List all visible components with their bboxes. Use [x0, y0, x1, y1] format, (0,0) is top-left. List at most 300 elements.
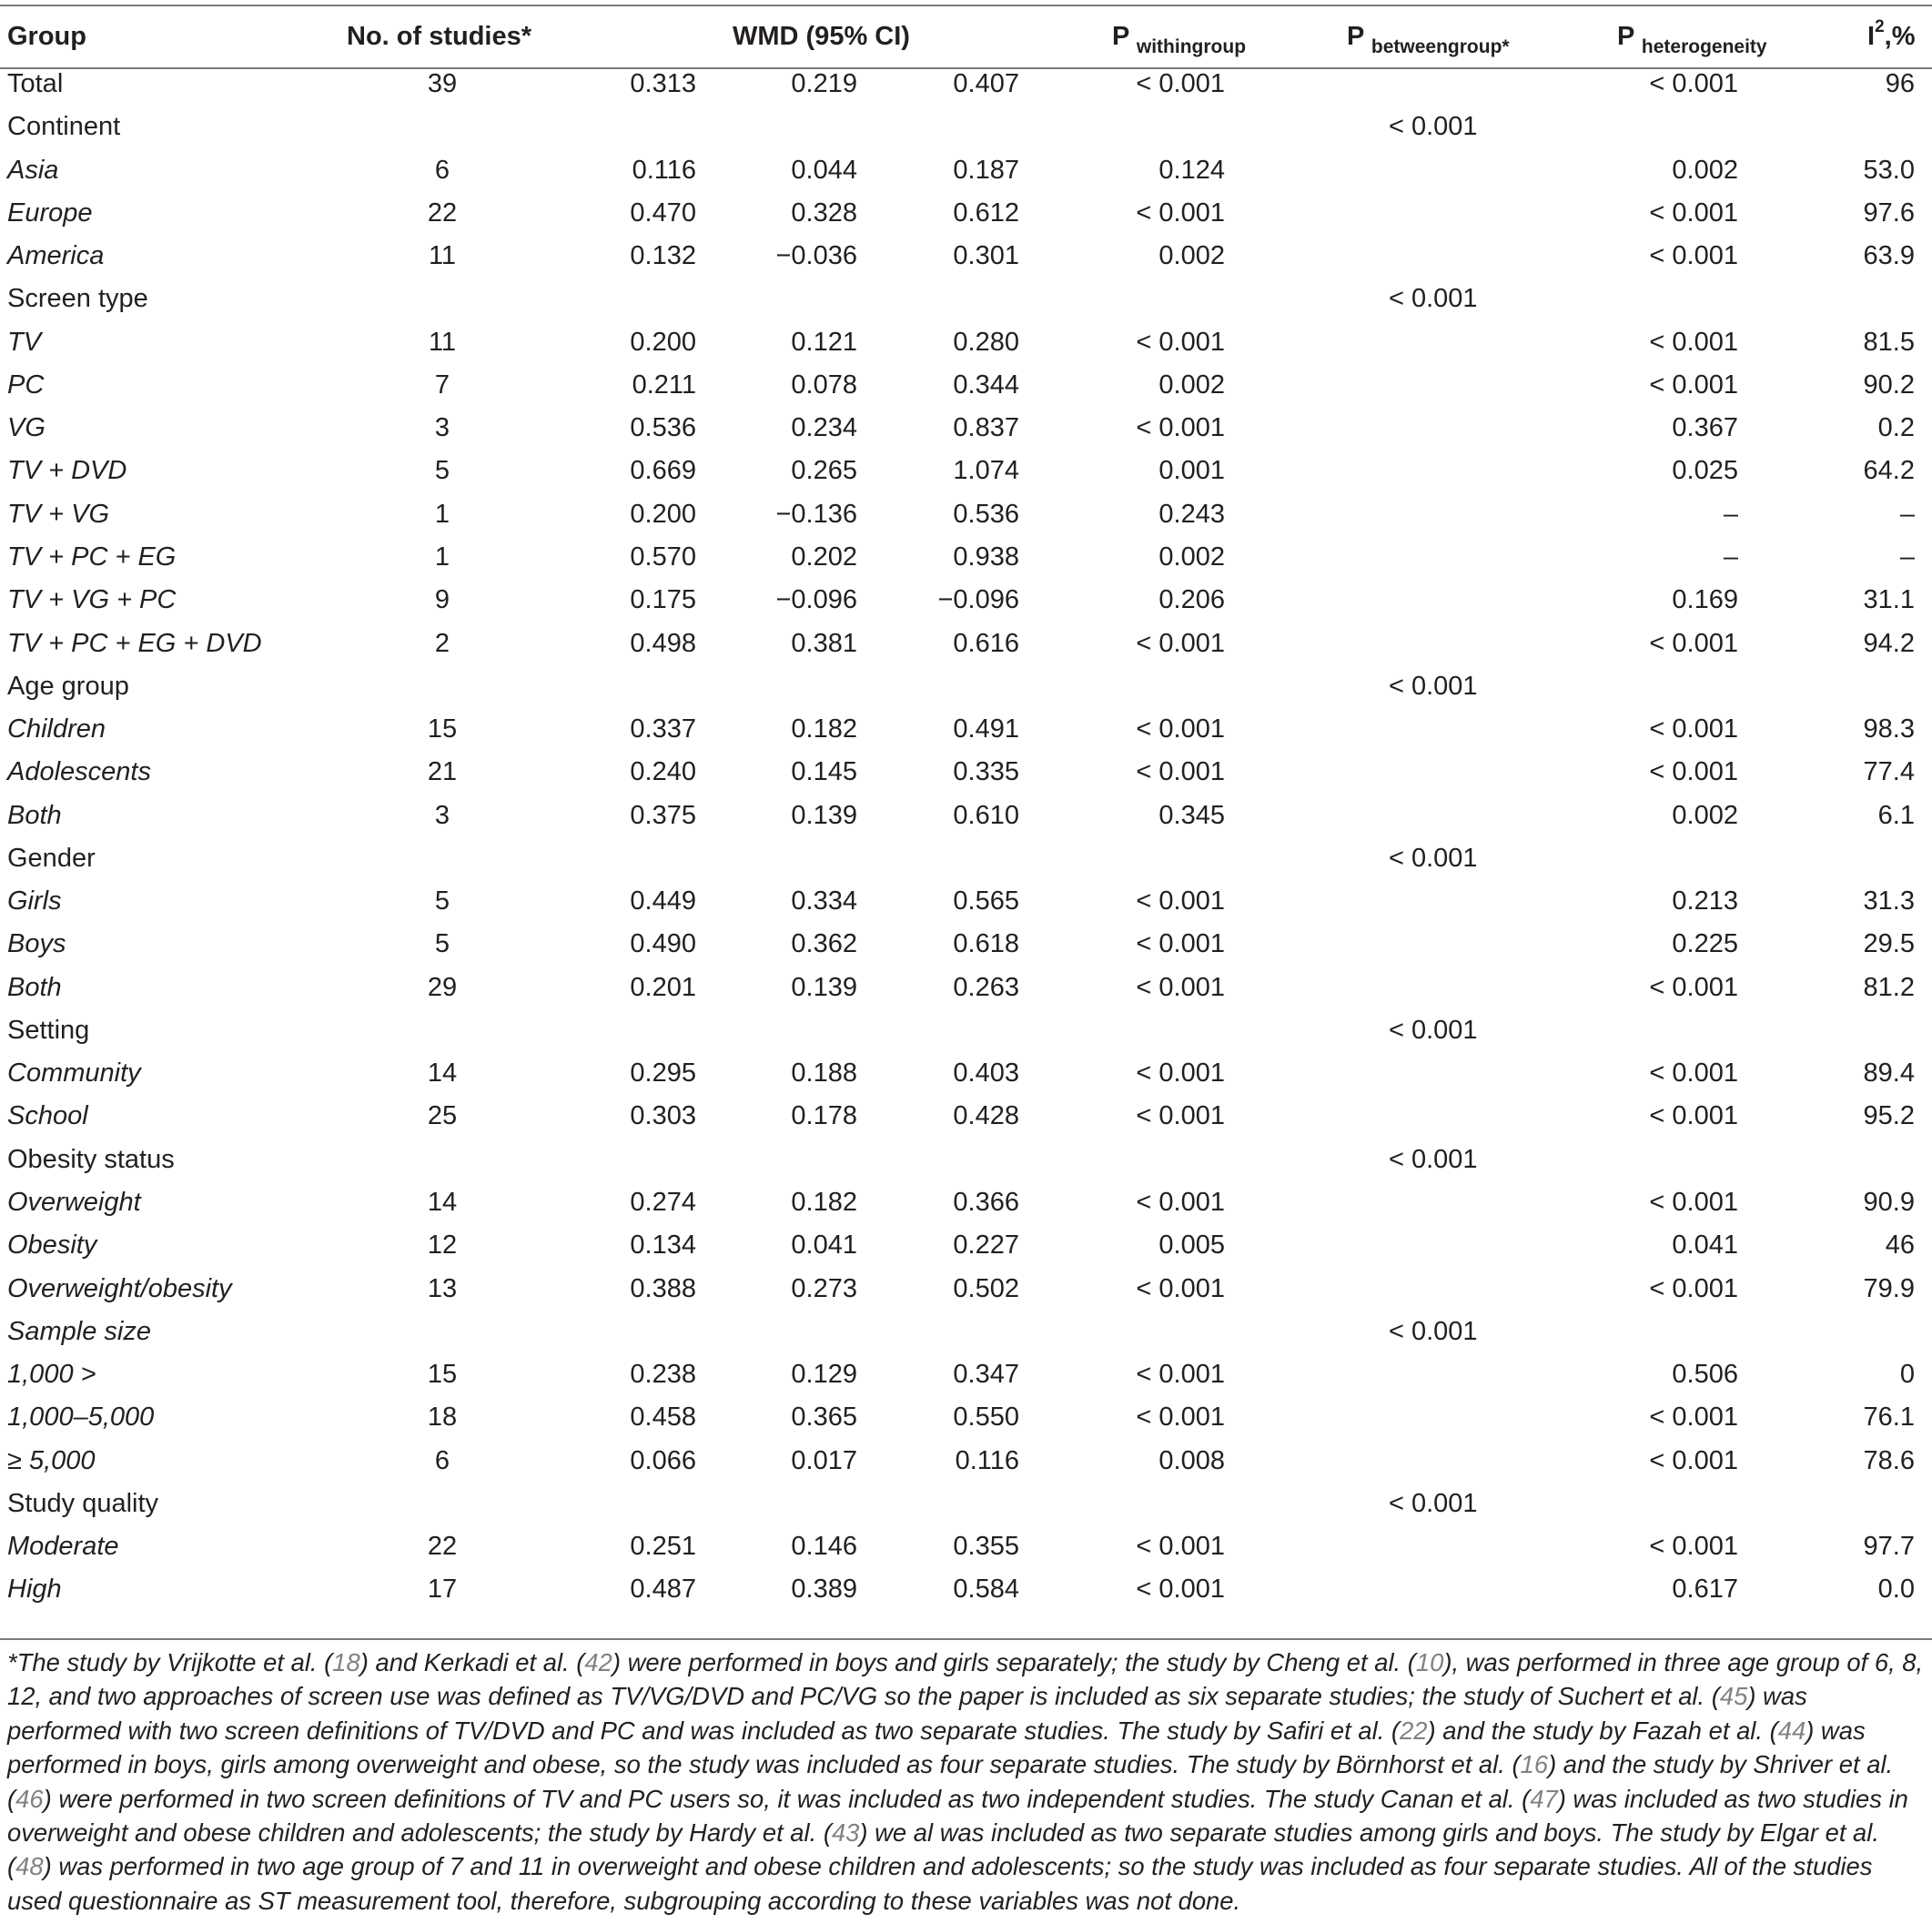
- table-row: [0, 1439, 1932, 1482]
- wmd-estimate: 0.116: [632, 155, 696, 185]
- p-within: < 0.001: [1136, 1058, 1225, 1089]
- ci-upper: 0.280: [953, 327, 1019, 357]
- studies-count-text: 1: [434, 499, 450, 529]
- p-within: < 0.001: [1136, 1402, 1225, 1433]
- ci-lower: 0.234: [791, 413, 857, 443]
- reference-link[interactable]: 10: [1415, 1648, 1444, 1676]
- table-row: [0, 578, 1932, 621]
- ci-lower: 0.381: [791, 628, 857, 658]
- i2-value: 46: [1885, 1230, 1915, 1261]
- ci-lower: 0.129: [791, 1360, 857, 1390]
- i2-value: 0.2: [1877, 413, 1915, 443]
- table-row: [0, 1524, 1932, 1567]
- row-label: High: [7, 1575, 62, 1605]
- ci-lower: 0.202: [791, 542, 857, 572]
- i2-value: 81.5: [1863, 327, 1915, 357]
- p-within: 0.206: [1158, 585, 1225, 615]
- ci-upper: 0.366: [953, 1188, 1019, 1218]
- p-heterogeneity: 0.025: [1672, 456, 1738, 486]
- p-within: < 0.001: [1136, 886, 1225, 916]
- studies-count-text: 3: [434, 800, 450, 830]
- wmd-estimate: 0.066: [630, 1445, 696, 1475]
- wmd-estimate: 0.211: [632, 370, 696, 400]
- p-within: < 0.001: [1136, 929, 1225, 959]
- p-within: 0.005: [1158, 1230, 1225, 1261]
- ci-upper: 0.301: [953, 241, 1019, 271]
- wmd-estimate: 0.337: [630, 714, 696, 744]
- studies-count-text: 15: [427, 1360, 458, 1390]
- i2-value: 79.9: [1863, 1273, 1915, 1303]
- row-label: TV + PC + EG + DVD: [7, 628, 262, 658]
- row-label: Screen type: [7, 284, 148, 314]
- row-label: Sample size: [7, 1316, 151, 1346]
- wmd-estimate: 0.449: [630, 886, 696, 916]
- p-heterogeneity: < 0.001: [1649, 241, 1738, 271]
- i2-value: 77.4: [1863, 757, 1915, 787]
- ci-lower: 0.265: [791, 456, 857, 486]
- p-between: < 0.001: [1389, 1144, 1478, 1174]
- ci-lower: 0.362: [791, 929, 857, 959]
- studies-count-text: 39: [427, 69, 458, 98]
- table-row: [0, 363, 1932, 406]
- p-between: < 0.001: [1389, 1316, 1478, 1346]
- row-label: Age group: [7, 671, 129, 701]
- ci-upper: 0.616: [953, 628, 1019, 658]
- ci-upper: −0.096: [937, 585, 1019, 615]
- wmd-estimate: 0.536: [630, 413, 696, 443]
- row-label: 1,000 >: [7, 1360, 96, 1390]
- reference-link[interactable]: 45: [1719, 1682, 1748, 1711]
- studies-count-text: 17: [427, 1575, 458, 1605]
- row-label: Setting: [7, 1015, 90, 1045]
- row-label: Obesity status: [7, 1144, 175, 1174]
- reference-link[interactable]: 48: [15, 1852, 44, 1881]
- studies-count-text: 3: [434, 413, 450, 443]
- ci-lower: 0.178: [791, 1101, 857, 1131]
- table-row: [0, 707, 1932, 750]
- wmd-estimate: 0.570: [630, 542, 696, 572]
- table-row: [0, 1310, 1932, 1352]
- header-p-between: [1347, 20, 1510, 56]
- header-p-het-main: P: [1617, 22, 1634, 51]
- table-row: [0, 449, 1932, 491]
- table-row: [0, 1008, 1932, 1051]
- row-label: Girls: [7, 886, 62, 916]
- wmd-estimate: 0.498: [630, 628, 696, 658]
- wmd-estimate: 0.303: [630, 1101, 696, 1131]
- wmd-estimate: 0.132: [630, 241, 696, 271]
- p-heterogeneity: < 0.001: [1649, 628, 1738, 658]
- reference-link[interactable]: 47: [1530, 1784, 1558, 1813]
- row-label: Obesity: [7, 1230, 97, 1261]
- ci-lower: 0.078: [791, 370, 857, 400]
- p-heterogeneity: < 0.001: [1649, 757, 1738, 787]
- i2-value: 97.7: [1863, 1532, 1915, 1562]
- i2-value: 97.6: [1863, 197, 1915, 228]
- ci-lower: 0.121: [791, 327, 857, 357]
- bottom-rule: [0, 1638, 1932, 1640]
- p-heterogeneity: < 0.001: [1649, 1101, 1738, 1131]
- header-p-between-main: P: [1347, 22, 1364, 51]
- header-p-between-sub: betweengroup*: [1371, 36, 1510, 57]
- table-row: [0, 1051, 1932, 1094]
- table-row: [0, 794, 1932, 836]
- i2-value: 64.2: [1863, 456, 1915, 486]
- row-label: Both: [7, 972, 62, 1002]
- table-row: [0, 1352, 1932, 1395]
- row-label: TV + VG + PC: [7, 585, 177, 615]
- wmd-estimate: 0.458: [630, 1402, 696, 1433]
- header-i2: [1867, 17, 1916, 53]
- table-row: [0, 148, 1932, 191]
- header-i2-tail: ,%: [1884, 22, 1916, 51]
- p-heterogeneity: 0.041: [1672, 1230, 1738, 1261]
- header-i2-sup: 2: [1875, 17, 1885, 36]
- studies-count-text: 29: [427, 972, 458, 1002]
- footnote-text: ) we al was included as two separate studies among girls and boys. The study by Elgar et al. (: [7, 1818, 1879, 1881]
- reference-link[interactable]: 18: [332, 1648, 360, 1676]
- ci-lower: 0.389: [791, 1575, 857, 1605]
- ci-upper: 0.491: [953, 714, 1019, 744]
- ci-upper: 0.837: [953, 413, 1019, 443]
- footnote-text: ) was performed with two screen definitions of TV/DVD and PC and was included as two separate studies. The study by Safiri et al. (: [7, 1682, 1807, 1745]
- row-label: VG: [7, 413, 46, 443]
- studies-count-text: 14: [427, 1188, 458, 1218]
- footnote-text: ) were performed in boys and girls separately; the study by Cheng et al. (: [612, 1648, 1416, 1676]
- row-label: Europe: [7, 197, 93, 228]
- wmd-estimate: 0.134: [630, 1230, 696, 1261]
- wmd-estimate: 0.313: [630, 69, 696, 98]
- row-label: America: [7, 241, 105, 271]
- ci-lower: 0.139: [791, 800, 857, 830]
- row-label: Children: [7, 714, 106, 744]
- footnote-text: ) was performed in two age group of 7 and 11 in overweight and obese children and adolescents; so the study was included as four separate studies. All of the studies used questionnaire as ST measurement tool, therefore, subgrouping according to these variables was not done.: [7, 1852, 1873, 1915]
- ci-upper: 0.550: [953, 1402, 1019, 1433]
- footnote-text: ) and the study by Shriver et al. (: [7, 1750, 1894, 1813]
- ci-lower: 0.328: [791, 197, 857, 228]
- reference-link[interactable]: 16: [1520, 1750, 1549, 1779]
- studies-count-text: 5: [434, 456, 450, 486]
- p-heterogeneity: < 0.001: [1649, 69, 1738, 98]
- ci-upper: 0.565: [953, 886, 1019, 916]
- ci-lower: −0.096: [775, 585, 857, 615]
- ci-lower: 0.273: [791, 1273, 857, 1303]
- p-heterogeneity: 0.617: [1672, 1575, 1738, 1605]
- p-between: < 0.001: [1389, 1488, 1478, 1518]
- studies-count-text: 12: [427, 1230, 458, 1261]
- p-within: < 0.001: [1136, 972, 1225, 1002]
- ci-lower: 0.182: [791, 1188, 857, 1218]
- i2-value: 94.2: [1863, 628, 1915, 658]
- row-label: 1,000–5,000: [7, 1402, 155, 1433]
- footnote-text: ) were performed in two screen definitions of TV and PC users so, it was included as two independent studies. The study Canan et al. (: [43, 1784, 1531, 1813]
- header-p-het-sub: heterogeneity: [1641, 36, 1767, 57]
- row-label: Gender: [7, 843, 96, 873]
- p-heterogeneity: < 0.001: [1649, 1532, 1738, 1562]
- ci-lower: 0.044: [791, 155, 857, 185]
- ci-upper: 0.502: [953, 1273, 1019, 1303]
- i2-value: 53.0: [1863, 155, 1915, 185]
- row-label: Asia: [7, 155, 59, 185]
- table-row: [0, 320, 1932, 363]
- studies-count-text: 11: [428, 241, 457, 271]
- i2-value: 76.1: [1863, 1402, 1915, 1433]
- row-label: ≥ 5,000: [7, 1445, 96, 1475]
- table-row: [0, 622, 1932, 664]
- p-heterogeneity: –: [1723, 499, 1738, 529]
- p-heterogeneity: 0.367: [1672, 413, 1738, 443]
- studies-count-text: 1: [434, 542, 450, 572]
- ci-lower: 0.365: [791, 1402, 857, 1433]
- p-within: < 0.001: [1136, 1532, 1225, 1562]
- table-row: [0, 1482, 1932, 1524]
- table-row: [0, 1180, 1932, 1223]
- ci-upper: 0.584: [953, 1575, 1019, 1605]
- studies-count-text: 25: [427, 1101, 458, 1131]
- ci-upper: 0.610: [953, 800, 1019, 830]
- wmd-estimate: 0.240: [630, 757, 696, 787]
- wmd-estimate: 0.238: [630, 1360, 696, 1390]
- p-within: 0.008: [1158, 1445, 1225, 1475]
- p-heterogeneity: < 0.001: [1649, 1445, 1738, 1475]
- ci-upper: 0.618: [953, 929, 1019, 959]
- table-row: [0, 62, 1932, 105]
- p-within: < 0.001: [1136, 1101, 1225, 1131]
- i2-value: 81.2: [1863, 972, 1915, 1002]
- studies-count-text: 5: [434, 886, 450, 916]
- i2-value: –: [1899, 499, 1915, 529]
- p-within: < 0.001: [1136, 628, 1225, 658]
- i2-value: 95.2: [1863, 1101, 1915, 1131]
- p-within: < 0.001: [1136, 69, 1225, 98]
- header-p-within: [1112, 20, 1246, 56]
- reference-link[interactable]: 42: [584, 1648, 612, 1676]
- footnote-text: ), was performed in three age group of 6, 8, 12, and two approaches of screen use was defined as TV/VG/DVD and PC/VG so the paper is included as six separate studies; the study of Suchert et al. (: [7, 1648, 1924, 1711]
- row-label: Overweight/obesity: [7, 1273, 232, 1303]
- p-within: 0.002: [1158, 370, 1225, 400]
- header-studies: No. of studies*: [347, 22, 532, 51]
- i2-value: 78.6: [1863, 1445, 1915, 1475]
- studies-count-text: 5: [434, 929, 450, 959]
- ci-lower: 0.219: [791, 69, 857, 98]
- ci-lower: 0.188: [791, 1058, 857, 1089]
- wmd-estimate: 0.388: [630, 1273, 696, 1303]
- row-label: Continent: [7, 112, 121, 142]
- p-within: < 0.001: [1136, 1575, 1225, 1605]
- table-row: [0, 966, 1932, 1008]
- i2-value: 98.3: [1863, 714, 1915, 744]
- ci-lower: 0.017: [791, 1445, 857, 1475]
- wmd-estimate: 0.200: [630, 327, 696, 357]
- header-p-heterogeneity: [1617, 20, 1767, 56]
- p-within: < 0.001: [1136, 197, 1225, 228]
- p-heterogeneity: –: [1723, 542, 1738, 572]
- footnote-text: ) and the study by Fazah et al. (: [1427, 1716, 1778, 1745]
- table-row: [0, 191, 1932, 234]
- p-heterogeneity: < 0.001: [1649, 327, 1738, 357]
- p-within: 0.002: [1158, 241, 1225, 271]
- reference-link[interactable]: 22: [1400, 1716, 1428, 1745]
- ci-upper: 0.187: [953, 155, 1019, 185]
- table-row: [0, 234, 1932, 277]
- wmd-estimate: 0.375: [630, 800, 696, 830]
- table-row: [0, 1267, 1932, 1310]
- ci-upper: 0.227: [953, 1230, 1019, 1261]
- studies-count-text: 11: [428, 327, 457, 357]
- i2-value: 96: [1885, 69, 1915, 98]
- p-within: < 0.001: [1136, 1188, 1225, 1218]
- table-row: [0, 1094, 1932, 1137]
- table-footnote: [7, 1646, 1927, 1918]
- table-row: [0, 1223, 1932, 1266]
- ci-lower: −0.036: [775, 241, 857, 271]
- i2-value: 63.9: [1863, 241, 1915, 271]
- row-label: Moderate: [7, 1532, 119, 1562]
- ci-lower: 0.146: [791, 1532, 857, 1562]
- reference-link[interactable]: 44: [1777, 1716, 1806, 1745]
- p-between: < 0.001: [1389, 843, 1478, 873]
- table-row: [0, 277, 1932, 319]
- row-label: Community: [7, 1058, 141, 1089]
- row-label: Boys: [7, 929, 66, 959]
- p-heterogeneity: < 0.001: [1649, 1273, 1738, 1303]
- row-label: TV + PC + EG: [7, 542, 177, 572]
- p-within: 0.002: [1158, 542, 1225, 572]
- studies-count-text: 9: [434, 585, 450, 615]
- p-heterogeneity: < 0.001: [1649, 1402, 1738, 1433]
- ci-lower: 0.182: [791, 714, 857, 744]
- ci-upper: 0.116: [955, 1445, 1019, 1475]
- ci-lower: 0.041: [791, 1230, 857, 1261]
- ci-lower: 0.145: [791, 757, 857, 787]
- p-within: < 0.001: [1136, 413, 1225, 443]
- ci-upper: 0.263: [953, 972, 1019, 1002]
- table-row: [0, 1395, 1932, 1438]
- p-within: < 0.001: [1136, 714, 1225, 744]
- table-row: [0, 535, 1932, 578]
- p-heterogeneity: < 0.001: [1649, 972, 1738, 1002]
- studies-count-text: 15: [427, 714, 458, 744]
- footnote-text: ) was included as two studies in overweight and obese children and adolescents; the study by Hardy et al. (: [7, 1784, 1908, 1848]
- i2-value: 0: [1899, 1360, 1915, 1390]
- studies-count-text: 22: [427, 1532, 458, 1562]
- p-within: < 0.001: [1136, 757, 1225, 787]
- ci-lower: −0.136: [775, 499, 857, 529]
- i2-value: 29.5: [1863, 929, 1915, 959]
- p-heterogeneity: < 0.001: [1649, 370, 1738, 400]
- p-heterogeneity: < 0.001: [1649, 1058, 1738, 1089]
- wmd-estimate: 0.487: [630, 1575, 696, 1605]
- studies-count-text: 6: [434, 1445, 450, 1475]
- p-heterogeneity: 0.225: [1672, 929, 1738, 959]
- p-between: < 0.001: [1389, 284, 1478, 314]
- wmd-estimate: 0.274: [630, 1188, 696, 1218]
- ci-upper: 1.074: [953, 456, 1019, 486]
- header-p-within-sub: withingroup: [1136, 36, 1247, 57]
- i2-value: 31.3: [1863, 886, 1915, 916]
- studies-count-text: 18: [427, 1402, 458, 1433]
- table-row: [0, 406, 1932, 449]
- row-label: TV + DVD: [7, 456, 127, 486]
- table-row: [0, 836, 1932, 879]
- reference-link[interactable]: 46: [15, 1784, 44, 1813]
- footnote-text: ) and Kerkadi et al. (: [359, 1648, 585, 1676]
- wmd-estimate: 0.251: [630, 1532, 696, 1562]
- header-wmd: WMD (95% CI): [733, 22, 910, 51]
- p-within: 0.124: [1158, 155, 1225, 185]
- wmd-estimate: 0.490: [630, 929, 696, 959]
- table-row: [0, 922, 1932, 965]
- row-label: PC: [7, 370, 45, 400]
- p-within: 0.001: [1158, 456, 1225, 486]
- table-row: [0, 105, 1932, 147]
- table-header: [0, 0, 1932, 68]
- wmd-estimate: 0.470: [630, 197, 696, 228]
- p-heterogeneity: 0.002: [1672, 800, 1738, 830]
- p-within: 0.243: [1158, 499, 1225, 529]
- i2-value: 31.1: [1863, 585, 1915, 615]
- studies-count-text: 6: [434, 155, 450, 185]
- wmd-estimate: 0.295: [630, 1058, 696, 1089]
- i2-value: 90.2: [1863, 370, 1915, 400]
- p-heterogeneity: < 0.001: [1649, 1188, 1738, 1218]
- wmd-estimate: 0.201: [630, 972, 696, 1002]
- p-heterogeneity: 0.002: [1672, 155, 1738, 185]
- p-between: < 0.001: [1389, 1015, 1478, 1045]
- studies-count-text: 14: [427, 1058, 458, 1089]
- wmd-estimate: 0.200: [630, 499, 696, 529]
- header-i2-main: I: [1867, 22, 1876, 51]
- ci-upper: 0.355: [953, 1532, 1019, 1562]
- row-label: Study quality: [7, 1488, 159, 1518]
- ci-upper: 0.407: [953, 69, 1019, 98]
- i2-value: –: [1899, 542, 1915, 572]
- table-row: [0, 1567, 1932, 1610]
- row-label: Overweight: [7, 1188, 141, 1218]
- i2-value: 6.1: [1877, 800, 1915, 830]
- ci-upper: 0.612: [953, 197, 1019, 228]
- wmd-estimate: 0.175: [630, 585, 696, 615]
- p-within: 0.345: [1158, 800, 1225, 830]
- header-p-within-main: P: [1112, 22, 1129, 51]
- table-row: [0, 492, 1932, 535]
- row-label: School: [7, 1101, 88, 1131]
- p-heterogeneity: < 0.001: [1649, 714, 1738, 744]
- p-between: < 0.001: [1389, 112, 1478, 142]
- row-label: Both: [7, 800, 62, 830]
- studies-count-text: 7: [434, 370, 450, 400]
- ci-upper: 0.335: [953, 757, 1019, 787]
- i2-value: 90.9: [1863, 1188, 1915, 1218]
- wmd-estimate: 0.669: [630, 456, 696, 486]
- ci-upper: 0.344: [953, 370, 1019, 400]
- footnote-text: *The study by Vrijkotte et al. (: [7, 1648, 333, 1676]
- row-label: TV: [7, 327, 42, 357]
- ci-upper: 0.403: [953, 1058, 1019, 1089]
- p-within: < 0.001: [1136, 327, 1225, 357]
- studies-count-text: 2: [434, 628, 450, 658]
- reference-link[interactable]: 43: [831, 1818, 860, 1848]
- row-label: Adolescents: [7, 757, 151, 787]
- p-heterogeneity: 0.506: [1672, 1360, 1738, 1390]
- p-between: < 0.001: [1389, 671, 1478, 701]
- header-group: Group: [7, 22, 86, 51]
- table-row: [0, 879, 1932, 922]
- ci-upper: 0.536: [953, 499, 1019, 529]
- p-within: < 0.001: [1136, 1360, 1225, 1390]
- ci-upper: 0.428: [953, 1101, 1019, 1131]
- table-row: [0, 1138, 1932, 1180]
